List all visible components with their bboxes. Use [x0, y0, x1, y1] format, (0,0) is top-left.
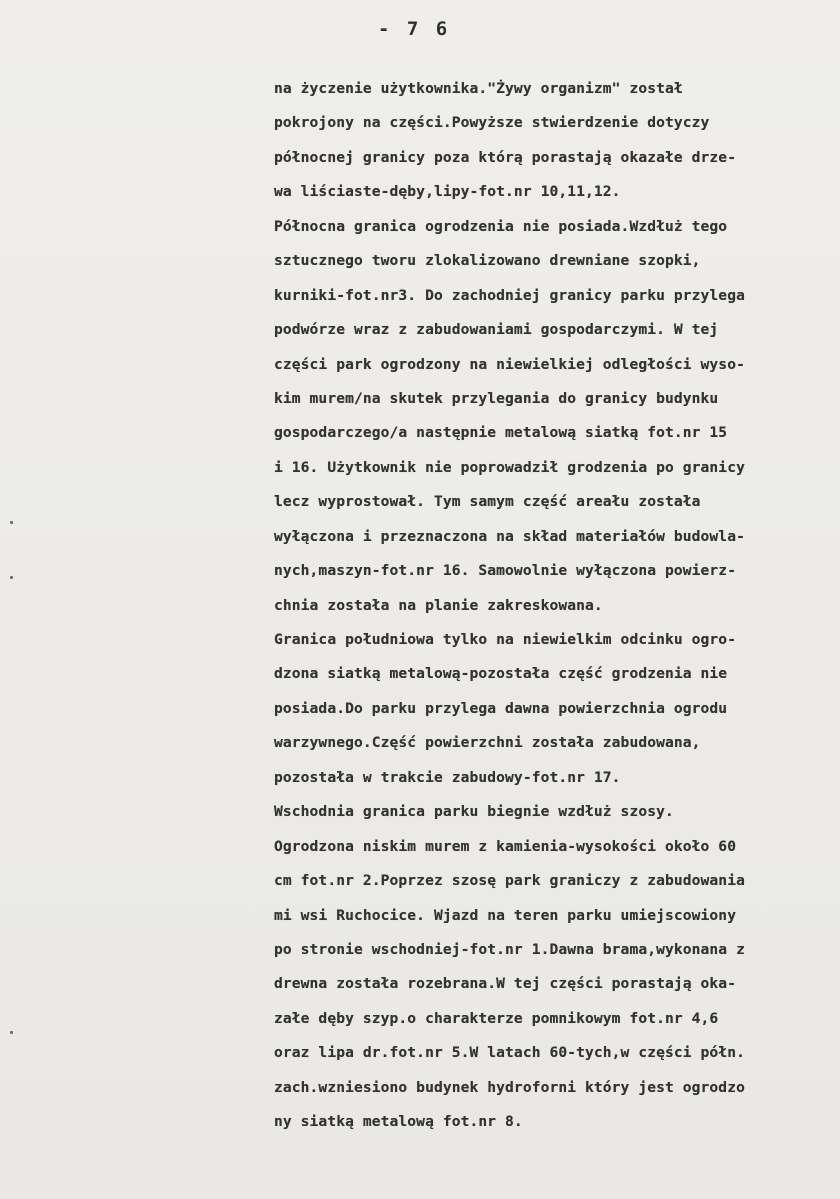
page-number: - 7 6	[378, 18, 451, 40]
margin-mark	[10, 521, 13, 524]
text-line: Północna granica ogrodzenia nie posiada.Wzdłuż tego	[274, 217, 728, 235]
margin-mark	[10, 576, 13, 579]
text-line: gospodarczego/a następnie metalową siatką fot.nr 15	[274, 424, 728, 442]
text-line: i 16. Użytkownik nie poprowadził grodzenia po granicy	[274, 458, 745, 476]
text-line: nych,maszyn-fot.nr 16. Samowolnie wyłączona powierz-	[274, 562, 737, 580]
text-line: północnej granicy poza którą porastają okazałe drze-	[274, 148, 737, 166]
text-line: lecz wyprostował. Tym samym część areału została	[274, 493, 701, 511]
text-line: chnia została na planie zakreskowana.	[274, 596, 603, 614]
text-line: dzona siatką metalową-pozostała część grodzenia nie	[274, 665, 728, 683]
text-line: Ogrodzona niskim murem z kamienia-wysokości około 60	[274, 837, 737, 855]
text-line: na życzenie użytkownika."Żywy organizm" został	[274, 80, 683, 97]
text-line: wyłączona i przeznaczona na skład materiałów budowla-	[274, 527, 745, 545]
text-line: pokrojony na części.Powyższe stwierdzenie dotyczy	[274, 114, 710, 132]
text-line: wa liściaste-dęby,lipy-fot.nr 10,11,12.	[274, 183, 621, 201]
text-line: posiada.Do parku przylega dawna powierzchnia ogrodu	[274, 699, 728, 717]
text-line: sztucznego tworu zlokalizowano drewniane szopki,	[274, 252, 701, 270]
text-line: warzywnego.Część powierzchni została zabudowana,	[274, 734, 701, 752]
text-line: drewna została rozebrana.W tej części porastają oka-	[274, 975, 737, 993]
text-line: części park ogrodzony na niewielkiej odległości wyso-	[274, 355, 745, 373]
typewritten-body	[274, 72, 834, 1140]
text-line: Granica południowa tylko na niewielkim odcinku ogro-	[274, 631, 737, 648]
text-line: zach.wzniesiono budynek hydroforni który jest ogrodzo	[274, 1078, 745, 1096]
text-line: pozostała w trakcie zabudowy-fot.nr 17.	[274, 768, 621, 786]
text-line: załe dęby szyp.o charakterze pomnikowym fot.nr 4,6	[274, 1009, 719, 1027]
text-line: po stronie wschodniej-fot.nr 1.Dawna brama,wykonana z	[274, 940, 745, 958]
margin-mark	[10, 1031, 13, 1034]
text-line: ny siatką metalową fot.nr 8.	[274, 1113, 523, 1131]
text-line: kurniki-fot.nr3. Do zachodniej granicy parku przylega	[274, 286, 745, 304]
text-line: Wschodnia granica parku biegnie wzdłuż szosy.	[274, 803, 674, 821]
text-line: mi wsi Ruchocice. Wjazd na teren parku umiejscowiony	[274, 906, 737, 924]
text-line: kim murem/na skutek przylegania do granicy budynku	[274, 389, 719, 407]
text-line: podwórze wraz z zabudowaniami gospodarczymi. W tej	[274, 321, 719, 339]
text-line: oraz lipa dr.fot.nr 5.W latach 60-tych,w części półn.	[274, 1044, 745, 1062]
text-line: cm fot.nr 2.Poprzez szosę park graniczy z zabudowania	[274, 872, 745, 890]
